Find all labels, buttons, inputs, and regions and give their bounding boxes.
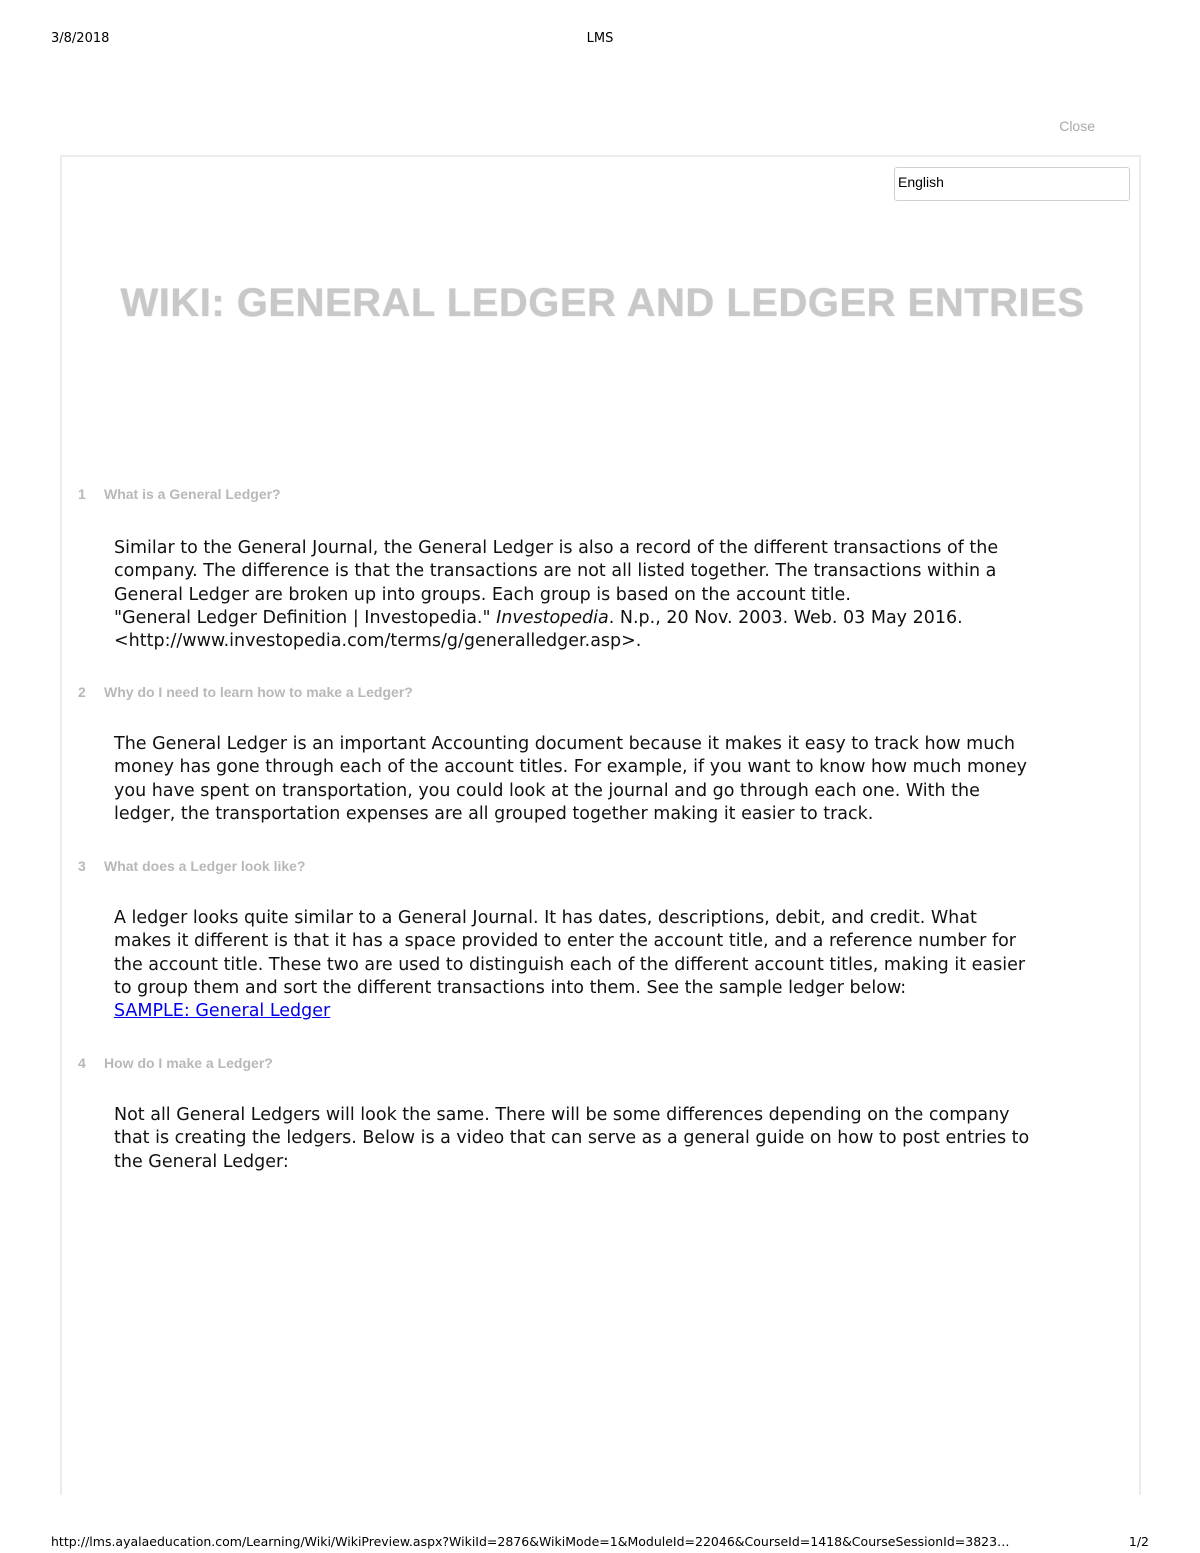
section-number: 1 — [78, 486, 86, 502]
body-line: that is creating the ledgers. Below is a video that can serve as a general guide on how to post entries to — [114, 1128, 1030, 1149]
section-number: 4 — [78, 1055, 86, 1071]
section-title: How do I make a Ledger? — [104, 1055, 273, 1071]
language-select[interactable]: English — [894, 167, 1130, 201]
section-title: What is a General Ledger? — [104, 486, 281, 502]
print-date: 3/8/2018 — [51, 31, 110, 46]
wiki-panel — [60, 155, 1141, 1495]
citation-source: Investopedia — [496, 607, 609, 628]
print-title: LMS — [586, 31, 614, 46]
section-body-1 — [114, 537, 1094, 653]
print-page-count: 1/2 — [1128, 1534, 1149, 1549]
section-heading-2 — [78, 684, 413, 700]
close-button[interactable]: Close — [1059, 118, 1095, 134]
citation-prefix: "General Ledger Definition | Investopedia." — [114, 607, 497, 628]
print-url: http://lms.ayalaeducation.com/Learning/Wiki/WikiPreview.aspx?WikiId=2876&WikiMode=1&ModuleId=22046&CourseId=1418&CourseSessionId=3823… — [51, 1534, 1010, 1549]
section-number: 2 — [78, 684, 86, 700]
section-heading-3 — [78, 858, 305, 874]
section-title: What does a Ledger look like? — [104, 858, 306, 874]
print-footer — [0, 1534, 1200, 1552]
body-line: Similar to the General Journal, the General Ledger is also a record of the different transactions of the — [114, 538, 999, 558]
section-number: 3 — [78, 858, 86, 874]
section-heading-1 — [78, 486, 281, 502]
section-body-4 — [114, 1104, 1094, 1174]
body-line: to group them and sort the different transactions into them. See the sample ledger below: — [114, 977, 907, 998]
citation-url: <http://www.investopedia.com/terms/g/generalledger.asp>. — [114, 631, 642, 652]
body-line: General Ledger are broken up into groups. Each group is based on the account title. — [114, 584, 851, 605]
section-body-2 — [114, 733, 1094, 826]
section-title: Why do I need to learn how to make a Ledger? — [104, 684, 413, 700]
body-line: company. The difference is that the transactions are not all listed together. The transactions within a — [114, 561, 997, 582]
body-line: you have spent on transportation, you could look at the journal and go through each one. With the — [114, 780, 980, 801]
sample-ledger-link-line — [114, 1000, 1094, 1023]
body-line: the General Ledger: — [114, 1151, 289, 1172]
page-title: WIKI: GENERAL LEDGER AND LEDGER ENTRIES — [120, 281, 1085, 325]
body-line: money has gone through each of the account titles. For example, if you want to know how much money — [114, 757, 1028, 778]
body-line: the account title. These two are used to distinguish each of the different account titles, making it easier — [114, 954, 1026, 975]
body-line: ledger, the transportation expenses are all grouped together making it easier to track. — [114, 803, 874, 824]
sample-ledger-link[interactable]: SAMPLE: General Ledger — [114, 1001, 331, 1022]
citation-suffix: . N.p., 20 Nov. 2003. Web. 03 May 2016. — [608, 607, 963, 628]
print-header — [0, 31, 1200, 51]
body-line: The General Ledger is an important Accounting document because it makes it easy to track how much — [114, 734, 1016, 754]
body-line: A ledger looks quite similar to a General Journal. It has dates, descriptions, debit, and credit. What — [114, 908, 977, 928]
section-heading-4 — [78, 1055, 273, 1071]
body-line: makes it different is that it has a space provided to enter the account title, and a reference number for — [114, 931, 1017, 952]
body-line: Not all General Ledgers will look the same. There will be some differences depending on the company — [114, 1105, 1010, 1125]
section-body-3 — [114, 907, 1094, 1023]
citation-line — [114, 607, 1094, 630]
